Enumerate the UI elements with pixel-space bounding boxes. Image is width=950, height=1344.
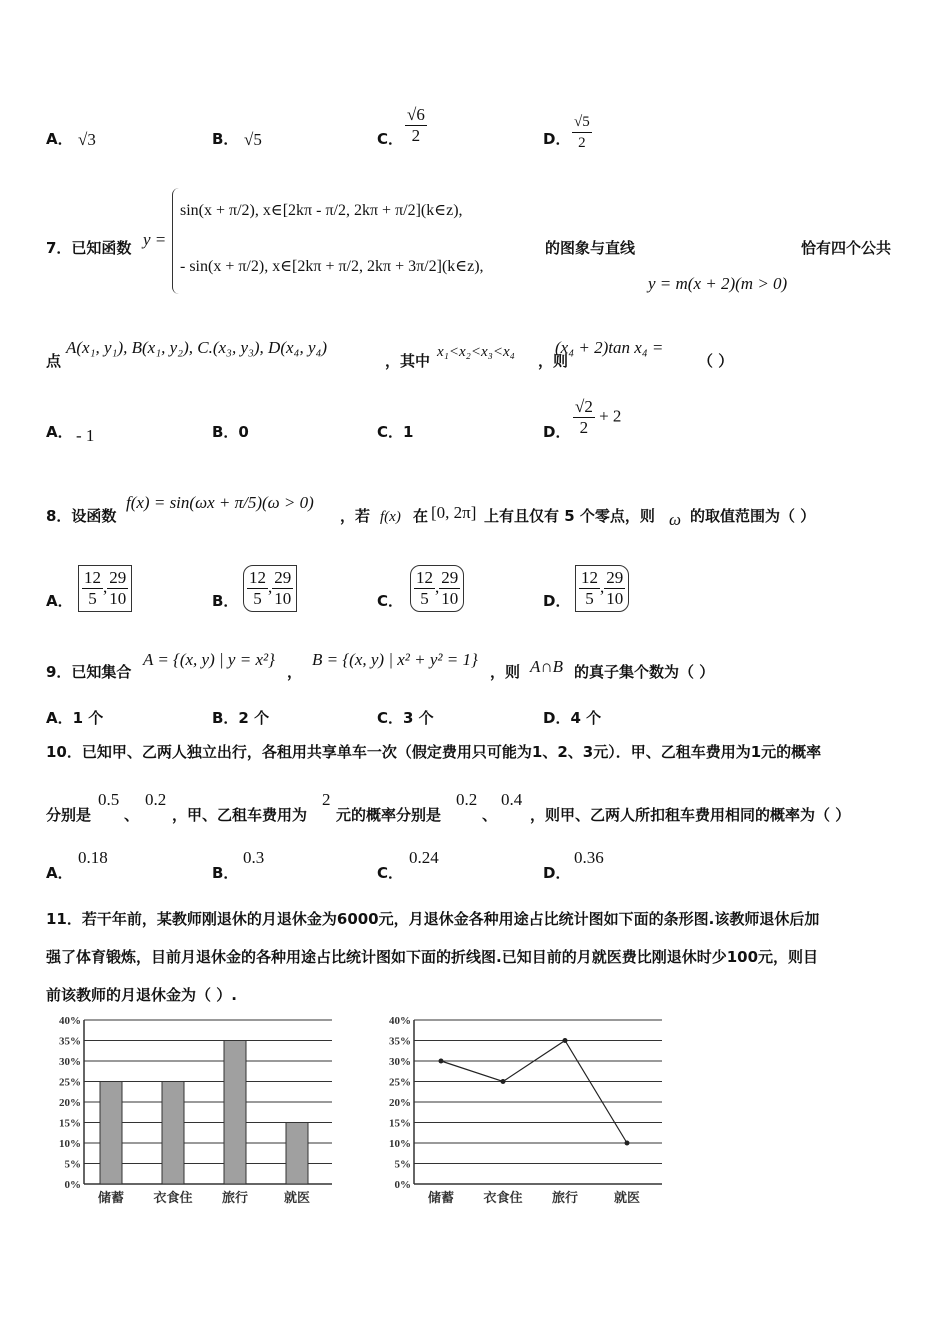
q10-line-2d: ，则甲、乙两人所扣租车费用相同的概率为（ ）: [530, 806, 851, 824]
q8-fx: f(x): [380, 509, 401, 525]
x-tick-label: 就医: [613, 1190, 641, 1205]
q7-line-equation: y = m(x + 2)(m > 0): [648, 274, 788, 293]
bar-chart: [44, 1008, 344, 1213]
y-tick-label: 5%: [394, 1158, 411, 1171]
y-tick-label: 15%: [389, 1117, 411, 1130]
bar: [286, 1123, 308, 1185]
q8-option-d-label: D．: [543, 592, 571, 610]
q7-where-text: ，其中: [385, 352, 431, 370]
q10-p2: 0.2: [145, 790, 167, 809]
data-point: [439, 1059, 444, 1064]
q8-if-text: ，若: [340, 507, 371, 525]
bar: [224, 1041, 246, 1185]
q10-option-a-value: 0.18: [78, 848, 108, 867]
q7-option-a-value: - 1: [76, 426, 95, 445]
y-tick-label: 10%: [59, 1138, 81, 1150]
q6-option-c-num: √6: [407, 105, 425, 124]
q6-option-d-fraction: [572, 112, 592, 153]
x-tick-label: 旅行: [221, 1190, 249, 1205]
y-tick-label: 0%: [64, 1179, 81, 1191]
q7-option-c: C．1: [377, 423, 414, 441]
q8-interval: [0, 2π]: [431, 503, 477, 522]
q7-option-d-tail: + 2: [599, 406, 622, 426]
q9-option-a: A．1 个: [46, 709, 104, 727]
q6-option-d-num: √5: [572, 112, 592, 133]
q10-option-c-label: C．: [377, 864, 404, 882]
y-tick-label: 40%: [59, 1015, 81, 1027]
x-tick-label: 储蓄: [427, 1190, 455, 1205]
series-line: [441, 1041, 627, 1144]
q8-d-den1: 5: [585, 589, 594, 608]
q10-line-2c: 元的概率分别是: [336, 806, 442, 824]
q8-option-d-interval: $\frac{12}{5}$ , $\frac{29}{10}$: [575, 565, 629, 612]
y-tick-label: 35%: [389, 1035, 411, 1048]
q8-option-c-label: C．: [377, 592, 404, 610]
q8-b-num1: 12: [249, 568, 266, 587]
q8-option-b-label: B．: [212, 592, 239, 610]
x-tick-label: 就医: [283, 1190, 311, 1205]
q7-case-2: - sin(x + π/2), x∈[2kπ + π/2, 2kπ + 3π/2](k∈z),: [180, 258, 484, 275]
q10-option-b-value: 0.3: [243, 848, 265, 867]
q8-option-c-interval: $\frac{12}{5}$ , $\frac{29}{10}$: [410, 565, 464, 612]
q8-c-den1: 5: [420, 589, 429, 608]
q8-c-den2: 10: [441, 589, 459, 608]
y-tick-label: 15%: [59, 1117, 81, 1130]
q7-end-text: 恰有四个公共: [801, 239, 892, 257]
q6-option-b-value: √5: [244, 130, 262, 149]
q8-a-num1: 12: [84, 568, 101, 587]
q8-middle: 上有且仅有 5 个零点，则: [484, 507, 655, 525]
q10-line-1: 10．已知甲、乙两人独立出行，各租用共享单车一次（假定费用只可能为1、2、3元）．甲、乙租车费用为1元的概率: [46, 743, 822, 761]
q8-b-num2: 29: [274, 568, 292, 587]
q7-option-d-label: D．: [543, 423, 571, 441]
line-chart: [374, 1008, 674, 1213]
q9-sep: ，: [287, 663, 303, 681]
x-tick-label: 旅行: [551, 1190, 579, 1205]
q6-option-d-label: D．: [543, 130, 571, 148]
q11-line-1: 11．若干年前，某教师刚退休的月退休金为6000元，月退休金各种用途占比统计图如下面的条形图.该教师退休后加: [46, 910, 820, 928]
y-tick-label: 30%: [59, 1056, 81, 1068]
q7-then-text: ，则: [538, 352, 569, 370]
q6-option-b-label: B．: [212, 130, 239, 148]
q8-option-a-interval: $\frac{12}{5}$ , $\frac{29}{10}$: [78, 565, 132, 612]
q7-order: x₁<x₂<x₃<x₄: [437, 344, 515, 360]
q7-points: A(x₁, y₁), B(x₁, y₂), C.(x₃, y₃), D(x₄, y₄): [66, 338, 328, 357]
y-tick-label: 20%: [389, 1097, 411, 1109]
y-tick-label: 40%: [389, 1015, 411, 1027]
q9-option-c: C．3 个: [377, 709, 434, 727]
q8-option-b-interval: $\frac{12}{5}$ , $\frac{29}{10}$: [243, 565, 297, 612]
q8-d-num2: 29: [606, 568, 624, 587]
q8-stem-start: 8．设函数: [46, 507, 117, 525]
q6-option-c-den: 2: [411, 126, 421, 145]
q8-b-den1: 5: [253, 589, 262, 608]
q11-line-3: 前该教师的月退休金为（ ）.: [46, 986, 237, 1004]
q7-expression: (x₄ + 2)tan x₄ =: [555, 338, 664, 357]
q7-option-d-num: √2: [575, 397, 593, 416]
data-point: [501, 1079, 506, 1084]
y-tick-label: 10%: [389, 1138, 411, 1150]
q7-option-a-label: A．: [46, 423, 73, 441]
q8-omega: ω: [669, 510, 682, 529]
q9-option-b: B．2 个: [212, 709, 270, 727]
y-tick-label: 25%: [59, 1076, 81, 1089]
q10-option-b-label: B．: [212, 864, 239, 882]
q10-option-d-label: D．: [543, 864, 571, 882]
q7-brace: [172, 188, 179, 294]
y-tick-label: 25%: [389, 1076, 411, 1089]
x-tick-label: 储蓄: [97, 1190, 125, 1205]
q8-c-num2: 29: [441, 568, 459, 587]
q10-line-2a: 分别是: [46, 806, 92, 824]
q6-option-a-label: A．: [46, 130, 73, 148]
q8-option-a-label: A．: [46, 592, 73, 610]
q10-p1: 0.5: [98, 790, 120, 809]
q9-end: 的真子集个数为（ ）: [574, 663, 715, 681]
q11-line-2: 强了体育锻炼，目前月退休金的各种用途占比统计图如下面的折线图.已知目前的月就医费比刚退休时少100元，则目: [46, 948, 819, 966]
q8-function: f(x) = sin(ωx + π/5)(ω > 0): [126, 493, 314, 512]
q6-option-a-value: √3: [78, 130, 96, 149]
bar: [100, 1082, 122, 1185]
q10-option-a-label: A．: [46, 864, 73, 882]
q7-y-eq: y =: [143, 230, 167, 249]
q7-mid-text: 的图象与直线: [545, 239, 636, 257]
q10-p4: 0.4: [501, 790, 523, 809]
x-tick-label: 衣食住: [153, 1190, 193, 1205]
y-tick-label: 35%: [59, 1035, 81, 1048]
q10-sep1: 、: [124, 806, 140, 824]
q7-option-d-value: [573, 397, 621, 438]
q8-d-den2: 10: [606, 589, 624, 608]
q10-option-d-value: 0.36: [574, 848, 604, 867]
q9-set-b: B = {(x, y) | x² + y² = 1}: [312, 650, 478, 669]
x-tick-label: 衣食住: [483, 1190, 523, 1205]
q6-option-d-den: 2: [578, 135, 586, 151]
q6-option-c-fraction: [405, 105, 427, 146]
q8-b-den2: 10: [274, 589, 292, 608]
q9-then: ，则: [490, 663, 521, 681]
q10-sep2: 、: [482, 806, 498, 824]
q9-stem-start: 9．已知集合: [46, 663, 132, 681]
q7-option-d-den: 2: [579, 418, 589, 437]
y-tick-label: 30%: [389, 1056, 411, 1068]
q8-end: 的取值范围为（ ）: [690, 507, 816, 525]
q9-set-a: A = {(x, y) | y = x²}: [143, 650, 275, 669]
bar: [162, 1082, 184, 1185]
q8-interval-pre: 在: [413, 507, 429, 525]
q6-option-c-label: C．: [377, 130, 404, 148]
data-point: [563, 1038, 568, 1043]
q9-intersection: A∩B: [530, 657, 564, 676]
q10-two: 2: [322, 790, 331, 809]
q7-paren: （ ）: [698, 352, 734, 370]
q8-d-num1: 12: [581, 568, 598, 587]
q7-option-b: B．0: [212, 423, 249, 441]
q8-a-den1: 5: [88, 589, 97, 608]
q10-line-2b: ，甲、乙租车费用为: [172, 806, 308, 824]
q7-stem-start: 7．已知函数: [46, 239, 132, 257]
q10-option-c-value: 0.24: [409, 848, 439, 867]
q7-points-prefix: 点: [46, 352, 62, 370]
y-tick-label: 20%: [59, 1097, 81, 1109]
q8-a-num2: 29: [109, 568, 127, 587]
q9-option-d: D．4 个: [543, 709, 602, 727]
q8-c-num1: 12: [416, 568, 433, 587]
data-point: [625, 1141, 630, 1146]
q10-p3: 0.2: [456, 790, 478, 809]
q8-a-den2: 10: [109, 589, 127, 608]
q7-case-1: sin(x + π/2), x∈[2kπ - π/2, 2kπ + π/2](k∈z),: [180, 202, 463, 219]
y-tick-label: 0%: [394, 1179, 411, 1191]
y-tick-label: 5%: [64, 1158, 81, 1171]
